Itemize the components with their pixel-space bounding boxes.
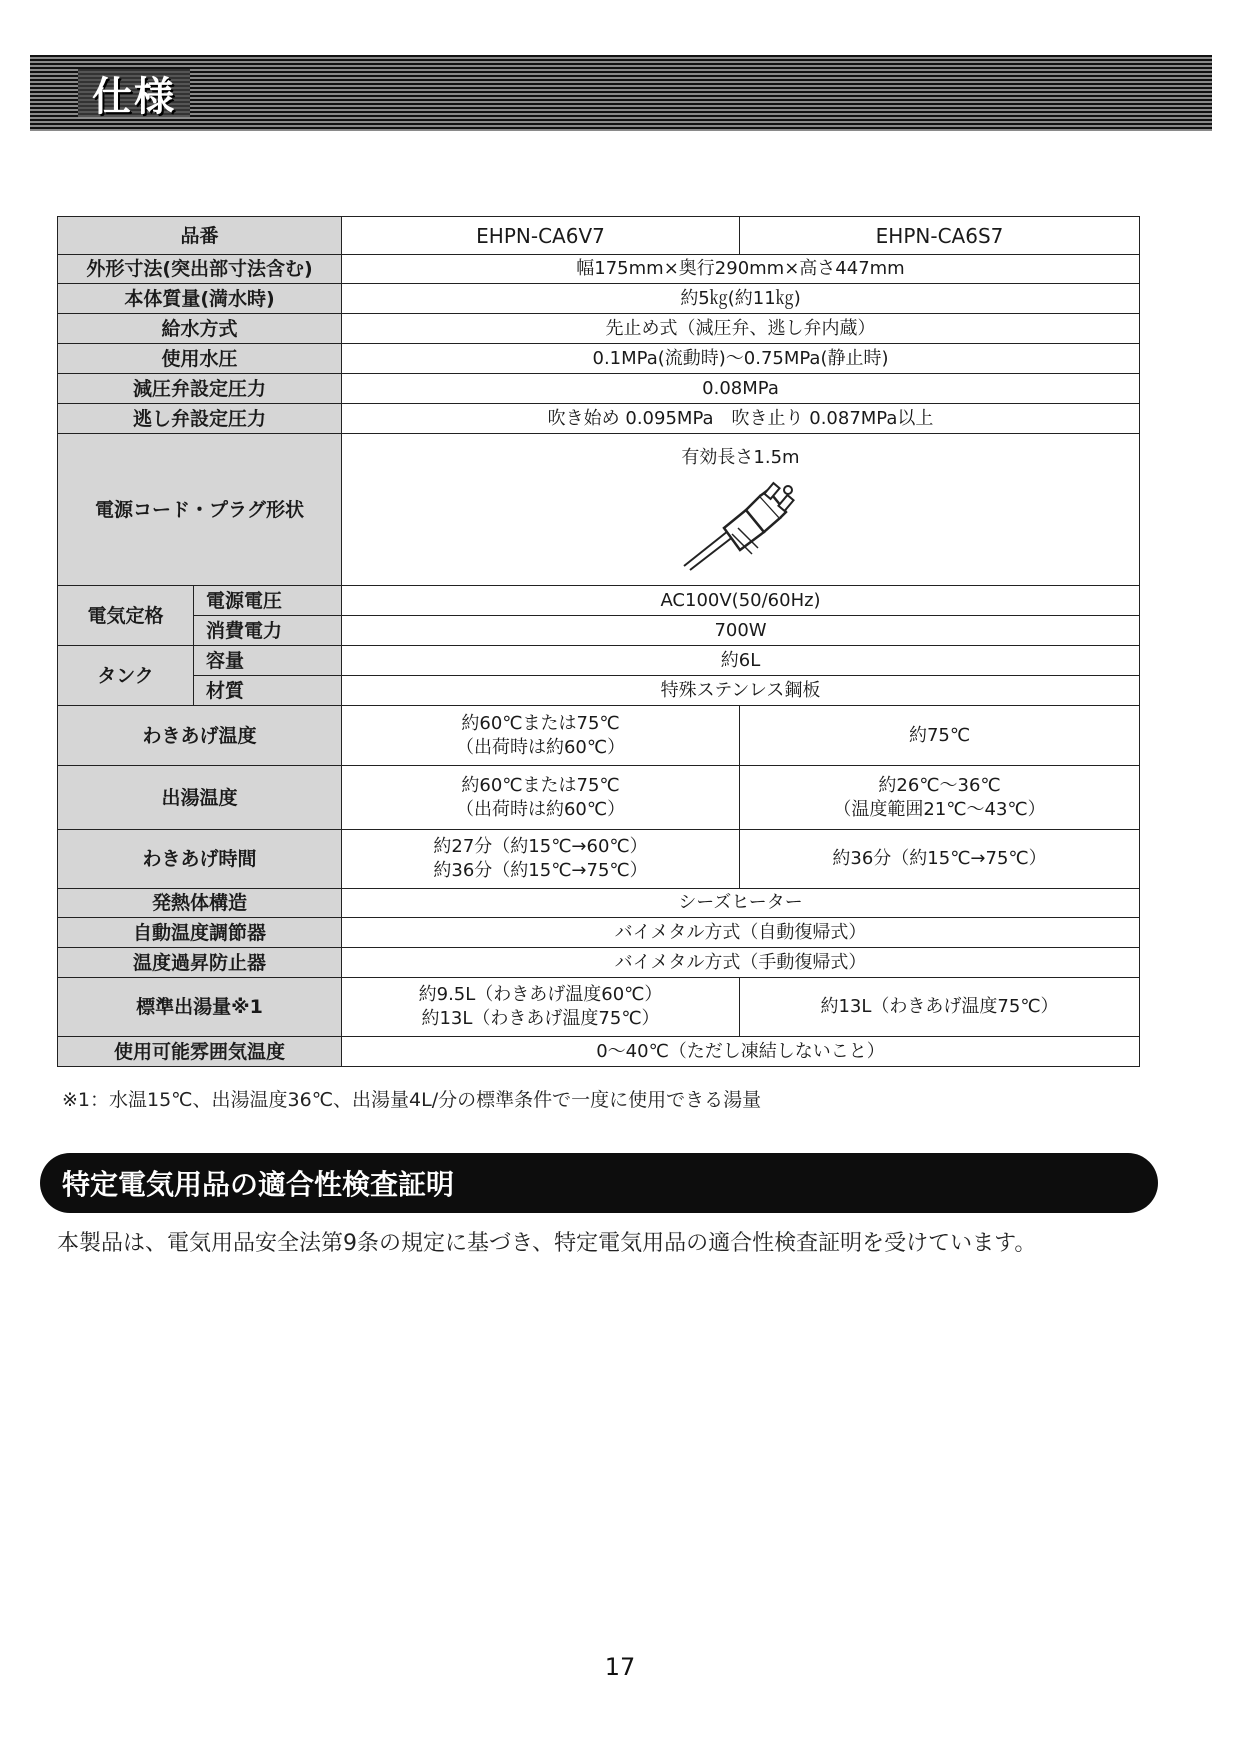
reducing-value: 0.08MPa xyxy=(342,374,1140,404)
model-b: EHPN-CA6S7 xyxy=(740,217,1140,255)
model-header: 品番 xyxy=(58,217,342,255)
dims-value: 幅175mm×奥行290mm×高さ447mm xyxy=(342,255,1140,284)
boil-temp-a-line2: （出荷時は約60℃） xyxy=(455,736,626,758)
table-row xyxy=(58,255,1140,284)
section-header xyxy=(40,1153,1158,1213)
power-label: 消費電力 xyxy=(194,616,342,646)
table-row xyxy=(58,646,1140,676)
voltage-label: 電源電圧 xyxy=(194,586,342,616)
table-row xyxy=(58,404,1140,434)
table-row xyxy=(58,676,1140,706)
boil-time-b: 約36分（約15℃→75℃） xyxy=(740,830,1140,889)
outlet-temp-b xyxy=(740,766,1140,830)
table-row xyxy=(58,830,1140,889)
std-output-b: 約13L（わきあげ温度75℃） xyxy=(740,978,1140,1037)
table-row xyxy=(58,948,1140,978)
relief-value: 吹き始め 0.095MPa 吹き止り 0.087MPa以上 xyxy=(342,404,1140,434)
pressure-value: 0.1MPa(流動時)～0.75MPa(静止時) xyxy=(342,344,1140,374)
heater-label: 発熱体構造 xyxy=(58,889,342,918)
material-label: 材質 xyxy=(194,676,342,706)
rating-label: 電気定格 xyxy=(58,586,194,646)
relief-label: 逃し弁設定圧力 xyxy=(58,404,342,434)
std-output-a-line1: 約9.5L（わきあげ温度60℃） xyxy=(418,984,663,1005)
table-row xyxy=(58,434,1140,586)
plug-icon xyxy=(676,476,806,571)
material-value: 特殊ステンレス鋼板 xyxy=(342,676,1140,706)
thermostat-label: 自動温度調節器 xyxy=(58,918,342,948)
std-output-a xyxy=(342,978,740,1037)
table-row xyxy=(58,978,1140,1037)
thermostat-value: バイメタル方式（自動復帰式） xyxy=(342,918,1140,948)
reducing-label: 減圧弁設定圧力 xyxy=(58,374,342,404)
ambient-value: 0～40℃（ただし凍結しないこと） xyxy=(342,1037,1140,1067)
section-body: 本製品は、電気用品安全法第9条の規定に基づき、特定電気用品の適合性検査証明を受けています。 xyxy=(57,1231,1037,1256)
outlet-temp-a-line2: （出荷時は約60℃） xyxy=(455,798,626,820)
outlet-temp-a xyxy=(342,766,740,830)
table-row xyxy=(58,314,1140,344)
capacity-label: 容量 xyxy=(194,646,342,676)
table-row xyxy=(58,344,1140,374)
overheat-value: バイメタル方式（手動復帰式） xyxy=(342,948,1140,978)
voltage-value: AC100V(50/60Hz) xyxy=(342,586,1140,616)
cord-label: 電源コード・プラグ形状 xyxy=(58,434,342,586)
power-value: 700W xyxy=(342,616,1140,646)
table-row xyxy=(58,766,1140,830)
pressure-label: 使用水圧 xyxy=(58,344,342,374)
footnote: ※1：水温15℃、出湯温度36℃、出湯量4L/分の標準条件で一度に使用できる湯量 xyxy=(62,1089,762,1111)
boil-time-a-line1: 約27分（約15℃→60℃） xyxy=(433,836,648,857)
boil-temp-label: わきあげ温度 xyxy=(58,706,342,766)
model-a: EHPN-CA6V7 xyxy=(342,217,740,255)
dims-label: 外形寸法(突出部寸法含む) xyxy=(58,255,342,284)
outlet-temp-label: 出湯温度 xyxy=(58,766,342,830)
section-title: 特定電気用品の適合性検査証明 xyxy=(62,1168,455,1201)
page-title: 仕様 xyxy=(92,73,176,120)
table-row xyxy=(58,284,1140,314)
spec-table xyxy=(57,216,1140,1067)
boil-time-a-line2: 約36分（約15℃→75℃） xyxy=(433,860,648,881)
ambient-label: 使用可能雰囲気温度 xyxy=(58,1037,342,1067)
boil-temp-b: 約75℃ xyxy=(740,706,1140,766)
std-output-label: 標準出湯量※1 xyxy=(58,978,342,1037)
table-row xyxy=(58,586,1140,616)
mass-value: 約5㎏(約11㎏) xyxy=(342,284,1140,314)
tank-label: タンク xyxy=(58,646,194,706)
outlet-temp-b-line2: （温度範囲21℃～43℃） xyxy=(833,798,1046,820)
supply-value: 先止め式（減圧弁、逃し弁内蔵） xyxy=(342,314,1140,344)
std-output-a-line2: 約13L（わきあげ温度75℃） xyxy=(421,1008,660,1029)
cord-cell xyxy=(342,434,1140,586)
mass-label: 本体質量(満水時) xyxy=(58,284,342,314)
outlet-temp-b-line1: 約26℃～36℃ xyxy=(878,774,1001,796)
boil-temp-a xyxy=(342,706,740,766)
capacity-value: 約6L xyxy=(342,646,1140,676)
table-row xyxy=(58,889,1140,918)
page-number: 17 xyxy=(604,1653,636,1681)
table-row xyxy=(58,374,1140,404)
page-title-bar xyxy=(30,55,1212,131)
outlet-temp-a-line1: 約60℃または75℃ xyxy=(461,774,620,796)
table-row xyxy=(58,217,1140,255)
table-row xyxy=(58,1037,1140,1067)
page-title-box xyxy=(78,69,190,120)
boil-temp-a-line1: 約60℃または75℃ xyxy=(461,712,620,734)
supply-label: 給水方式 xyxy=(58,314,342,344)
cord-value: 有効長さ1.5m xyxy=(681,447,800,468)
heater-value: シーズヒーター xyxy=(342,889,1140,918)
boil-time-a xyxy=(342,830,740,889)
table-row xyxy=(58,706,1140,766)
boil-time-label: わきあげ時間 xyxy=(58,830,342,889)
table-row xyxy=(58,918,1140,948)
table-row xyxy=(58,616,1140,646)
overheat-label: 温度過昇防止器 xyxy=(58,948,342,978)
